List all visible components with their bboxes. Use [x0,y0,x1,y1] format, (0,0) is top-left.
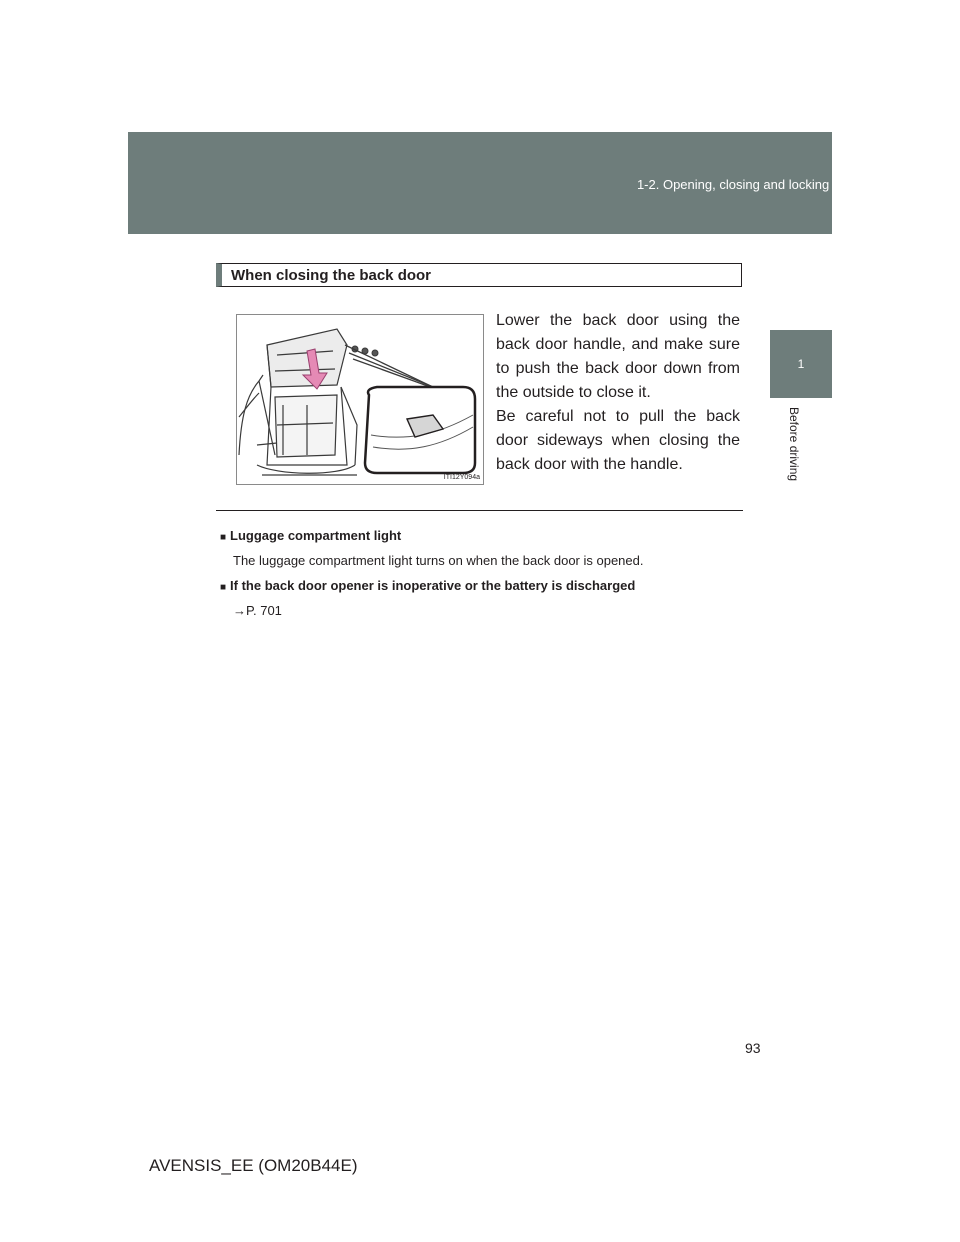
divider [216,510,743,511]
back-door-illustration [236,314,484,485]
page-reference-link[interactable] [233,603,282,618]
subheading-title: When closing the back door [231,267,432,284]
note-heading-light [220,528,401,543]
note-heading-text: If the back door opener is inoperative or the battery is discharged [230,578,636,593]
chapter-label: Before driving [787,407,801,482]
bullet-square-icon: ■ [220,582,227,593]
page-number: 93 [745,1040,761,1056]
page-reference-text: P. 701 [246,603,282,618]
paragraph-1: Lower the back door using the back door handle, and make sure to push the back door down from the outside to close it. [496,312,740,401]
note-heading-opener [220,578,635,593]
chapter-number: 1 [797,357,805,371]
note-text-light: The luggage compartment light turns on when the back door is opened. [233,553,644,568]
figure-code: ITI12Y094a [443,474,480,481]
arrow-right-icon: → [233,603,246,618]
paragraph-2: Be careful not to pull the back door sideways when closing the back door with the handle. [496,408,740,473]
model-code: AVENSIS_EE (OM20B44E) [149,1156,358,1175]
section-title: 1-2. Opening, closing and locking the doors [636,177,887,192]
bullet-square-icon: ■ [220,532,227,543]
subheading-box [216,263,742,287]
car-rear-drawing [237,315,484,485]
note-heading-text: Luggage compartment light [230,528,402,543]
